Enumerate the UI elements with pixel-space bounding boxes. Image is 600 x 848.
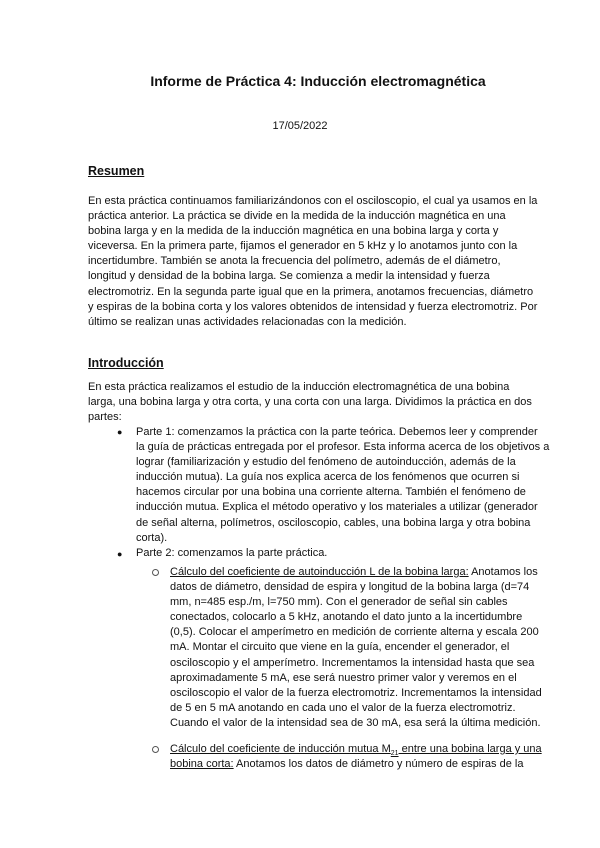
resumen-heading: Resumen [88,164,145,178]
text-line: y espiras de la bobina corta y los valores obtenidos de intensidad y fuerza electromotriz. Por [88,300,538,313]
text-line: corta). [136,531,168,544]
sub1-item [170,565,542,731]
document-title: Informe de Práctica 4: Inducción electromagnética [150,73,486,89]
text-line: bobina larga y en la medida de la inducción magnética en una bobina larga y corta y [88,225,499,238]
text-line: la guía de prácticas entregada por el profesor. Esta informa acerca de los objetivos a [136,441,550,454]
text-line: conectados, colocarlo a 5 kHz, anotando el dato junto a la incertidumbre [170,611,523,624]
text-line: Parte 1: comenzamos la práctica con la parte teórica. Debemos leer y comprender [136,426,538,438]
sub2-rest: Anotamos los datos de diámetro y número de espiras de la [233,758,524,771]
introduccion-paragraph [88,380,532,425]
text-line: lograr (familiarización y estudio del fenómeno de autoinducción, además de la [136,456,516,469]
text-line: Cuando el valor de la intensidad sea de 30 mA, esa será la última medición. [170,716,541,729]
document-date: 17/05/2022 [272,120,328,132]
sub2-title-b: entre una bobina larga y una [398,743,542,755]
text-line: mA. Montar el circuito que viene en la guía, encender el generador, el [170,641,510,654]
text-line: inducción mutua. Explica el método operativo y los materiales a utilizar (generador [136,501,538,514]
bullet-icon: ● [117,427,123,437]
sub2-title-a: Cálculo del coeficiente de inducción mutua M [170,743,391,755]
text-line: datos de diámetro, densidad de espira y longitud de la bobina larga (d=74 [170,581,530,594]
text-line: longitud y densidad de la bobina larga. Se comienza a medir la intensidad y fuerza [88,270,490,283]
sub2-title-c: bobina corta: [170,758,234,771]
sub2-item [170,742,542,772]
introduccion-heading: Introducción [88,356,164,370]
sub2-title-subscript: 21 [390,750,399,757]
resumen-paragraph [88,194,537,330]
parte1-item [136,425,549,546]
sub1-first-rest: Anotamos los [468,566,538,578]
text-line: mm, n=485 esp./m, l=750 mm). Con el generador de señal sin cables [170,596,508,609]
text-line: partes: [88,411,122,424]
text-line: En esta práctica realizamos el estudio de la inducción electromagnética de una bobina [88,381,510,393]
parte2-item: Parte 2: comenzamos la parte práctica. [136,547,328,559]
text-line: En esta práctica continuamos familiarizándonos con el osciloscopio, el cual ya usamos en la [88,195,538,207]
text-line: electromotriz. En la segunda parte igual que en la primera, anotamos frecuencias, diámetro [88,285,534,298]
text-line: osciloscopio el valor de la fuerza electromotriz. Incrementamos la intensidad [170,686,542,699]
sub1-title: Cálculo del coeficiente de autoinducción L de la bobina larga: [170,566,469,578]
text-line: práctica anterior. La práctica se divide en la medida de la inducción magnética en una [88,210,506,223]
text-line: último se realizan unas actividades relacionadas con la medición. [88,315,407,328]
text-line: aproximadamente 5 mA, ese será nuestro primer valor y veremos en el [170,671,517,684]
text-line: osciloscopio y el amperímetro. Incrementamos la intensidad hasta que sea [170,656,535,669]
text-line: viceversa. En la primera parte, fijamos el generador en 5 kHz y lo anotamos junto con la [88,240,518,253]
text-line: hacemos circular por una bobina una corriente alterna. También el fenómeno de [136,486,526,499]
text-line: de 5 en 5 mA anotando en cada uno el valor de la fuerza electromotriz. [170,701,516,714]
text-line: (0,5). Colocar el amperímetro en medición de corriente alterna y escala 200 [170,626,539,639]
circle-bullet-icon [152,569,159,576]
text-line: inducción mutua). La guía nos explica acerca de los fenómenos que ocurren si [136,471,520,484]
bullet-icon: ● [117,549,123,559]
text-line: larga, una bobina larga y otra corta, y una corta con una larga. Dividimos la práctica en dos [88,396,532,409]
text-line: de señal alterna, polímetros, osciloscopio, cables, una bobina larga y otra bobina [136,516,531,529]
circle-bullet-icon [152,746,159,753]
text-line: incertidumbre. También se anota la frecuencia del polímetro, además de el diámetro, [88,255,501,268]
